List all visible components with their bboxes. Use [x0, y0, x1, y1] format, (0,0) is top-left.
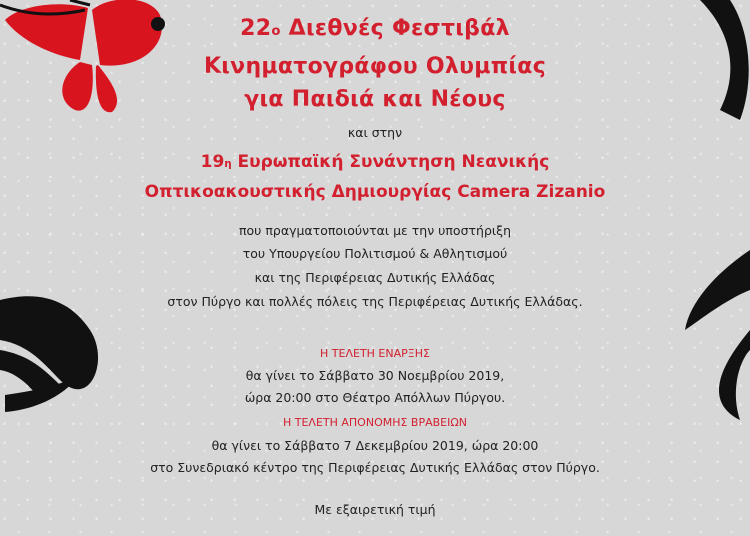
connector-text: και στην	[347, 125, 403, 140]
support-line: στον Πύργο και πολλές πόλεις της Περιφέρειας Δυτικής Ελλάδας.	[167, 294, 583, 309]
title-line-3: για Παιδιά και Νέους	[244, 87, 506, 112]
title-number: 22	[240, 16, 272, 41]
support-line: που πραγματοποιούνται με την υποστήριξη	[239, 223, 511, 238]
support-line: του Υπουργείου Πολιτισμού & Αθλητισμού	[242, 246, 508, 261]
awards-heading: Η ΤΕΛΕΤΗ ΑΠΟΝΟΜΗΣ ΒΡΑΒΕΙΩΝ	[282, 416, 468, 429]
subtitle-line-2: Οπτικοακουστικής Δημιουργίας Camera Zizanio	[144, 182, 606, 202]
awards-line-2: στο Συνεδριακό κέντρο της Περιφέρειας Δυτικής Ελλάδας στον Πύργο.	[150, 460, 600, 475]
subtitle-suffix: η	[224, 159, 232, 170]
support-line: και της Περιφέρειας Δυτικής Ελλάδας	[254, 270, 496, 285]
subtitle-number: 19	[200, 152, 225, 172]
title-suffix: ο	[271, 24, 281, 39]
subtitle-line-1	[0, 152, 750, 172]
title-line-2: Κινηματογράφου Ολυμπίας	[203, 54, 547, 79]
title-line-1	[0, 16, 750, 41]
title-rest: Διεθνές Φεστιβάλ	[280, 16, 510, 41]
opening-heading: Η ΤΕΛΕΤΗ ΕΝΑΡΞΗΣ	[320, 347, 430, 360]
subtitle-rest: Ευρωπαϊκή Συνάντηση Νεανικής	[231, 152, 550, 172]
opening-line-1: θα γίνει το Σάββατο 30 Νοεμβρίου 2019,	[245, 368, 505, 383]
closing-text: Με εξαιρετική τιμή	[314, 502, 436, 517]
awards-line-1: θα γίνει το Σάββατο 7 Δεκεμβρίου 2019, ώρα 20:00	[211, 438, 539, 453]
opening-line-2: ώρα 20:00 στο Θέατρο Απόλλων Πύργου.	[244, 390, 506, 405]
